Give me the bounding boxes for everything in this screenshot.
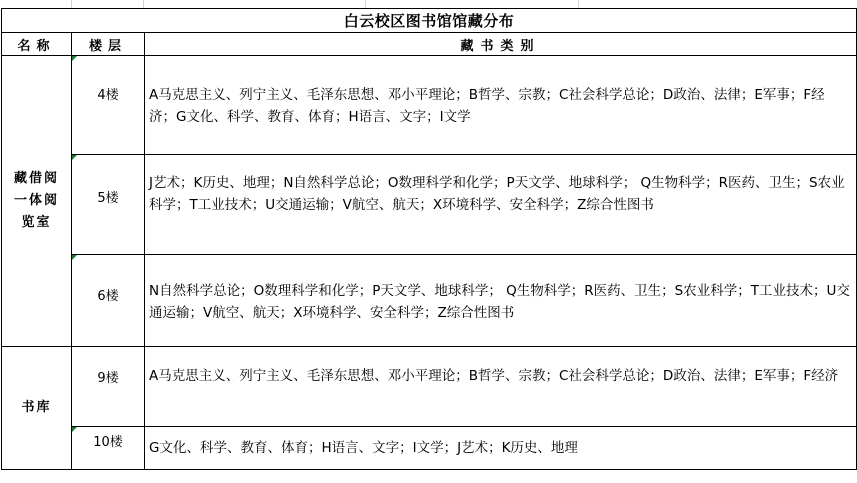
gridline <box>365 0 366 8</box>
cell-comment-marker <box>72 427 77 432</box>
cell-comment-marker <box>72 56 77 61</box>
category-text: A马克思主义、列宁主义、毛泽东思想、邓小平理论；B哲学、宗教；C社会科学总论；D政治、法律；E军事；F经济 <box>149 368 839 384</box>
zone-stacks[interactable] <box>2 347 72 470</box>
zone-reading-room[interactable] <box>2 56 72 347</box>
category-cell[interactable] <box>145 56 857 155</box>
header-name[interactable]: 名称 <box>2 33 72 56</box>
zone-label-line: 览室 <box>21 215 52 230</box>
category-cell[interactable] <box>145 255 857 347</box>
category-text: A马克思主义、列宁主义、毛泽东思想、邓小平理论；B哲学、宗教；C社会科学总论；D政治、法律；E军事；F经济；G文化、科学、教育、体育；H语言、文字；I文学 <box>149 87 825 125</box>
category-cell[interactable] <box>145 427 857 470</box>
floor-cell[interactable] <box>72 347 145 427</box>
floor-label: 6楼 <box>97 289 119 304</box>
floor-label: 4楼 <box>97 88 119 103</box>
floor-label: 10楼 <box>93 435 123 450</box>
header-category[interactable]: 藏书类别 <box>145 33 857 56</box>
floor-cell[interactable] <box>72 255 145 347</box>
category-text: G文化、科学、教育、体育；H语言、文字；I文学；J艺术；K历史、地理 <box>149 440 578 456</box>
floor-cell[interactable] <box>72 56 145 155</box>
zone-label-line: 一体阅 <box>13 193 59 208</box>
zone-label-line: 书库 <box>21 400 52 415</box>
floor-cell[interactable] <box>72 155 145 255</box>
zone-label-line: 藏借阅 <box>13 171 59 186</box>
cell-comment-marker <box>72 155 77 160</box>
gridline <box>578 0 579 8</box>
floor-cell[interactable] <box>72 427 145 470</box>
category-cell[interactable] <box>145 155 857 255</box>
floor-label: 5楼 <box>97 191 119 206</box>
category-text: J艺术；K历史、地理；N自然科学总论；O数理科学和化学；P天文学、地球科学； Q生物科学；R医药、卫生；S农业科学；T工业技术；U交通运输；V航空、航天；X环境科学、安全科学；Z综合性图书 <box>149 175 845 213</box>
table-title[interactable]: 白云校区图书馆馆藏分布 <box>2 9 857 33</box>
header-floor[interactable]: 楼层 <box>72 33 145 56</box>
gridline <box>143 0 144 8</box>
category-cell[interactable] <box>145 347 857 427</box>
collection-distribution-table <box>1 8 857 470</box>
floor-label: 9楼 <box>97 371 119 386</box>
category-text: N自然科学总论；O数理科学和化学；P天文学、地球科学； Q生物科学；R医药、卫生；S农业科学；T工业技术；U交通运输；V航空、航天；X环境科学、安全科学；Z综合性图书 <box>149 283 850 321</box>
cell-comment-marker <box>72 255 77 260</box>
gridline <box>71 0 72 8</box>
